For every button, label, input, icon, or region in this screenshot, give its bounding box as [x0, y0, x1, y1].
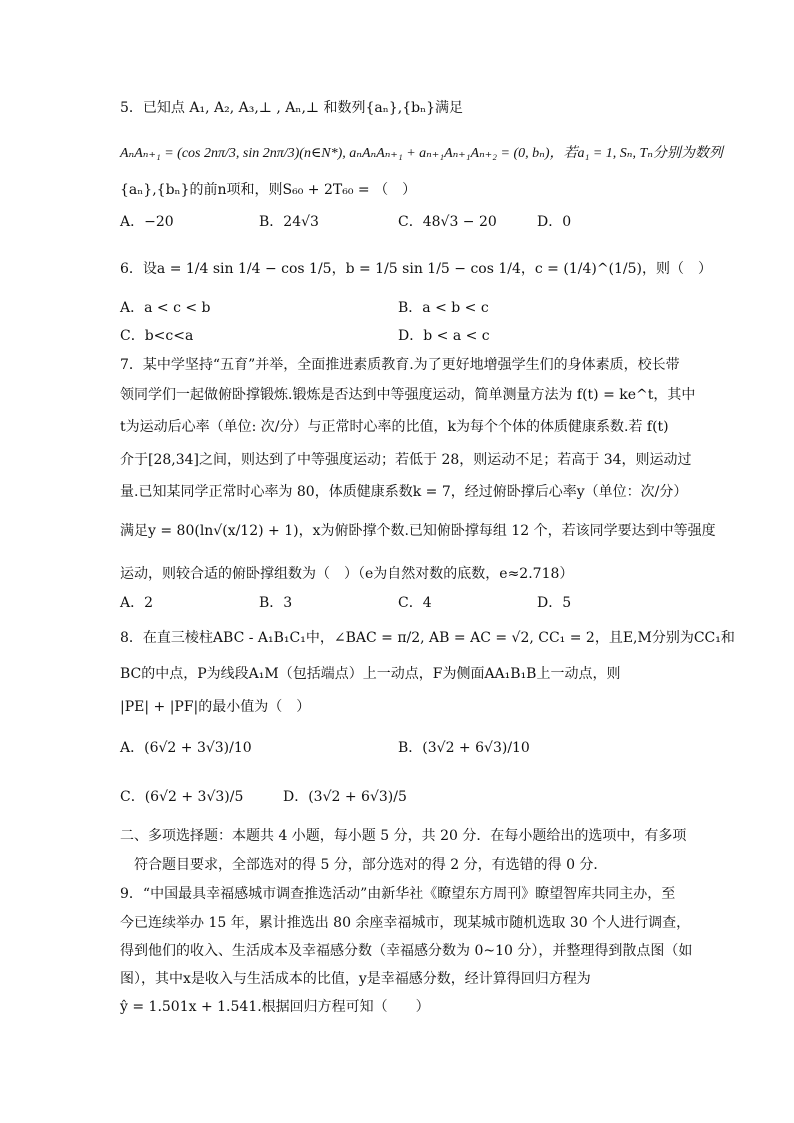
section2-header-line2: 符合题目要求，全部选对的得 5 分，部分选对的得 2 分，有选错的得 0 分． [134, 857, 608, 873]
q8-option-b: B．(3√2 + 6√3)/10 [398, 740, 530, 756]
q8-option-d: D．(3√2 + 6√3)/5 [283, 789, 407, 805]
q7-line5: 量.已知某同学正常时心率为 80，体质健康系数k = 7，经过俯卧撑后心率y（单位：次/分） [120, 484, 688, 500]
q8-option-c: C．(6√2 + 3√3)/5 [120, 789, 244, 805]
q5-option-d: D．0 [537, 214, 572, 230]
q9-line1: 9．“中国最具幸福感城市调查推选活动”由新华社《瞭望东方周刊》瞭望智库共同主办，至 [120, 886, 676, 902]
q8-line3: |PE| + |PF|的最小值为（ ） [120, 699, 311, 715]
q7-line6: 满足y = 80(ln√(x/12) + 1)，x为俯卧撑个数.已知俯卧撑每组 12 个，若该同学要达到中等强度 [120, 523, 716, 539]
q9-line3: 得到他们的收入、生活成本及幸福感分数（幸福感分数为 0~10 分），并整理得到散点图（如 [120, 943, 693, 959]
q9-line2: 今已连续举办 15 年，累计推选出 80 余座幸福城市，现某城市随机选取 30 个人进行调查， [120, 915, 691, 931]
q7-line3: t为运动后心率（单位: 次/分）与正常时心率的比值，k为每个个体的体质健康系数.若 f(t) [120, 419, 669, 435]
section2-header-line1: 二、多项选择题：本题共 4 小题，每小题 5 分，共 20 分．在每小题给出的选项中，有多项 [120, 828, 687, 844]
q6-option-d: D．b < a < c [398, 328, 490, 344]
q5-option-a: A．−20 [120, 214, 174, 230]
q5-line1: 5．已知点 A₁, A₂, A₃,⊥ , Aₙ,⊥ 和数列{aₙ},{bₙ}满足 [120, 100, 464, 116]
q8-line2: BC的中点，P为线段A₁M（包括端点）上一动点，F为侧面AA₁B₁B上一动点，则 [120, 666, 621, 682]
q7-line2: 领同学们一起做俯卧撑锻炼.锻炼是否达到中等强度运动，简单测量方法为 f(t) = ke^t，其中 [120, 387, 696, 403]
q7-line4: 介于[28,34]之间，则达到了中等强度运动；若低于 28，则运动不足；若高于 34，则运动过 [120, 452, 692, 468]
q7-option-a: A．2 [120, 595, 154, 611]
q8-line1: 8．在直三棱柱ABC - A₁B₁C₁中，∠BAC = π/2, AB = AC = √2, CC₁ = 2，且E,M分别为CC₁和 [120, 630, 735, 646]
q6-option-c: C．b<c<a [120, 328, 194, 344]
q7-line7: 运动，则较合适的俯卧撑组数为（ ）（e为自然对数的底数，e≈2.718） [120, 566, 574, 582]
q7-option-d: D．5 [537, 595, 572, 611]
q8-option-a: A．(6√2 + 3√3)/10 [120, 740, 252, 756]
q7-option-b: B．3 [259, 595, 293, 611]
q9-line4: 图），其中x是收入与生活成本的比值，y是幸福感分数，经计算得回归方程为 [120, 971, 591, 987]
q9-line5: ŷ = 1.501x + 1.541.根据回归方程可知（ ） [120, 999, 430, 1015]
q5-line2: AₙAₙ₊₁ = (cos 2nπ/3, sin 2nπ/3)(n∈N*), aₙAₙAₙ₊₁ + aₙ₊₁Aₙ₊₁Aₙ₊₂ = (0, bₙ)，若a₁ = 1, Sₙ, Tₙ分别为数列 [120, 146, 723, 161]
q5-option-b: B．24√3 [259, 214, 319, 230]
q6-option-b: B．a < b < c [398, 300, 489, 316]
q7-option-c: C．4 [398, 595, 432, 611]
q6-line1: 6．设a = 1/4 sin 1/4 − cos 1/5，b = 1/5 sin 1/5 − cos 1/4，c = (1/4)^(1/5)，则（ ） [120, 261, 713, 277]
q6-option-a: A．a < c < b [120, 300, 211, 316]
q7-line1: 7．某中学坚持“五育”并举，全面推进素质教育.为了更好地增强学生们的身体素质，校长带 [120, 357, 680, 373]
q5-option-c: C．48√3 − 20 [398, 214, 497, 230]
q5-line3: {aₙ},{bₙ}的前n项和，则S₆₀ + 2T₆₀ = （ ） [120, 182, 417, 198]
